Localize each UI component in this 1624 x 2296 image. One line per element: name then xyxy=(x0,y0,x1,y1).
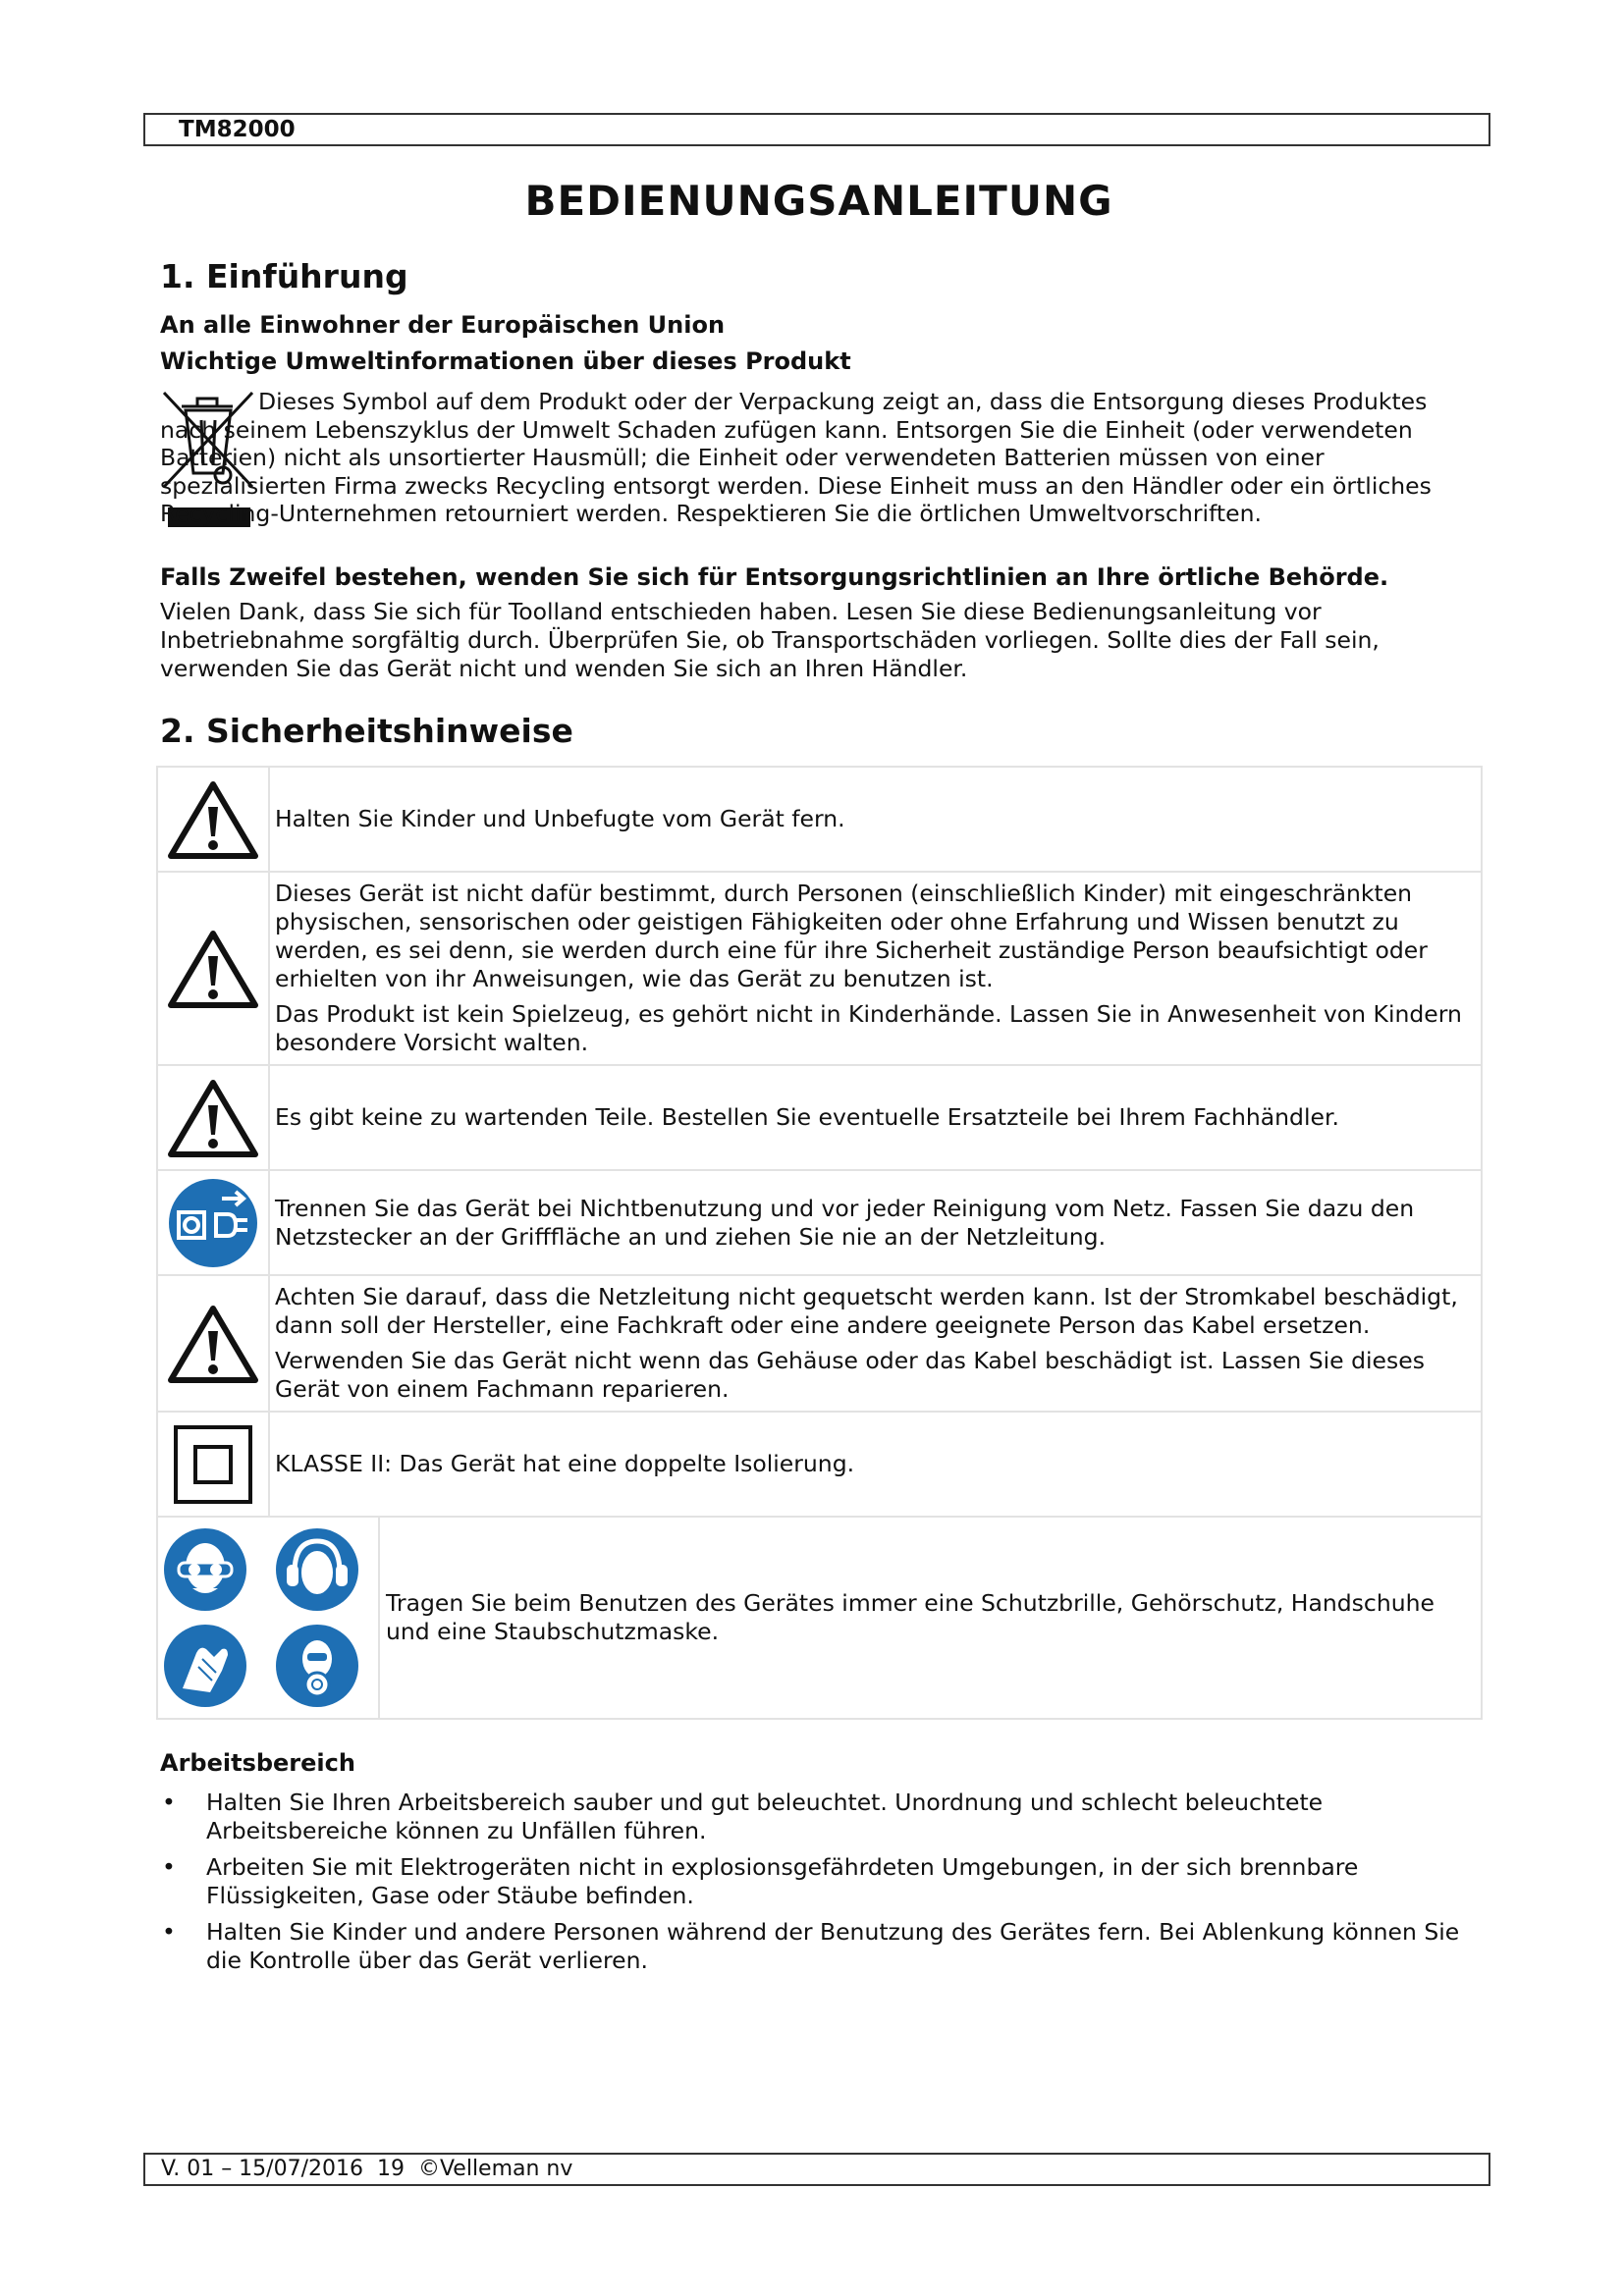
safety-text-cell xyxy=(269,1275,1482,1412)
safety-text-cell xyxy=(269,1412,1482,1517)
bullet: • xyxy=(162,1918,176,1946)
safety-icon-cell xyxy=(157,1275,269,1412)
ear-protection-icon xyxy=(275,1527,359,1612)
safety-icon-cell xyxy=(157,872,269,1065)
warning-icon xyxy=(167,1078,259,1158)
class-ii-icon xyxy=(172,1423,254,1506)
ppe-cell xyxy=(157,1517,1482,1719)
eu-residents-line: An alle Einwohner der Europäischen Union xyxy=(160,311,726,339)
safety-text-cell xyxy=(269,1065,1482,1170)
safety-row xyxy=(157,1412,1482,1517)
disposal-notice: Falls Zweifel bestehen, wenden Sie sich für Entsorgungsrichtlinien an Ihre örtliche Behörde. xyxy=(160,563,1389,591)
safety-row xyxy=(157,1275,1482,1412)
safety-row xyxy=(157,1170,1482,1275)
weee-paragraph: Dieses Symbol auf dem Produkt oder der Verpackung zeigt an, dass die Entsorgung dieses Produktes nach seinem Lebenszyklus der Umwelt Schaden zufügen kann. Entsorgen Sie die Einheit (oder verwendeten Batterien) nicht als unsortierter Hausmüll; die Einheit oder verwendeten Batterien müssen von einer spezialisierten Firma zwecks Recycling entsorgt werden. Diese Einheit muss an den Händler oder ein örtliches Recycling-Unternehmen retourniert werden. Respektieren Sie die örtlichen Umweltvorschriften. xyxy=(160,388,1432,527)
safety-table xyxy=(156,766,1483,1720)
safety-text-cell xyxy=(269,872,1482,1065)
dust-mask-icon xyxy=(275,1624,359,1708)
gloves-icon xyxy=(163,1624,247,1708)
safety-row-ppe xyxy=(157,1517,1482,1719)
safety-text: Achten Sie darauf, dass die Netzleitung nicht gequetscht werden kann. Ist der Stromkabel beschädigt, dann soll der Hersteller, eine Fachkraft oder eine andere geeignete Person das Kabel ersetzen. xyxy=(275,1283,1458,1339)
safety-text: Es gibt keine zu wartenden Teile. Bestellen Sie eventuelle Ersatzteile bei Ihrem Fachhändler. xyxy=(275,1103,1339,1131)
safety-row xyxy=(157,872,1482,1065)
list-item: • Halten Sie Ihren Arbeitsbereich sauber und gut beleuchtet. Unordnung und schlecht beleuchtete Arbeitsbereiche können zu Unfällen führen. xyxy=(162,1789,1324,1844)
work-area-list xyxy=(160,1789,1466,1983)
list-item: • Halten Sie Kinder und andere Personen während der Benutzung des Gerätes fern. Bei Ablenkung können Sie die Kontrolle über das Gerät verlieren. xyxy=(162,1918,1460,1974)
thanks-paragraph: Vielen Dank, dass Sie sich für Toolland entschieden haben. Lesen Sie diese Bedienungsanleitung vor Inbetriebnahme sorgfältig durch. Überprüfen Sie, ob Transportschäden vorliegen. Sollte dies der Fall sein, verwenden Sie das Gerät nicht und wenden Sie sich an Ihren Händler. xyxy=(160,598,1380,682)
warning-icon xyxy=(167,779,259,860)
warning-icon xyxy=(167,1304,259,1384)
ppe-icon-group xyxy=(158,1518,380,1718)
page-footer xyxy=(143,2153,1490,2186)
model-number: TM82000 xyxy=(179,117,296,142)
bullet: • xyxy=(162,1853,176,1881)
safety-text: Dieses Gerät ist nicht dafür bestimmt, durch Personen (einschließlich Kinder) mit eingeschränkten physischen, sensorischen oder geistigen Fähigkeiten oder ohne Erfahrung und Wissen benutzt zu werden, es sei denn, sie werden durch eine für ihre Sicherheit zuständige Person beaufsichtigt oder erhielten von ihr Anweisungen, wie das Gerät zu benutzen ist. xyxy=(275,880,1428,992)
bullet: • xyxy=(162,1789,176,1816)
work-area-heading: Arbeitsbereich xyxy=(160,1749,355,1777)
safety-text: Trennen Sie das Gerät bei Nichtbenutzung und vor jeder Reinigung vom Netz. Fassen Sie dazu den Netzstecker an der Grifffläche an und ziehen Sie nie an der Netzleitung. xyxy=(275,1194,1415,1251)
safety-text: KLASSE II: Das Gerät hat eine doppelte Isolierung. xyxy=(275,1450,855,1477)
goggles-icon xyxy=(163,1527,247,1612)
safety-icon-cell xyxy=(157,1170,269,1275)
safety-icon-cell xyxy=(157,1412,269,1517)
page-title: BEDIENUNGSANLEITUNG xyxy=(524,177,1113,225)
environment-info-line: Wichtige Umweltinformationen über dieses Produkt xyxy=(160,347,851,375)
safety-text: Das Produkt ist kein Spielzeug, es gehört nicht in Kinderhände. Lassen Sie in Anwesenheit von Kindern besondere Vorsicht walten. xyxy=(275,1000,1462,1056)
section-heading-safety: 2. Sicherheitshinweise xyxy=(160,712,573,750)
safety-text-cell xyxy=(269,1170,1482,1275)
safety-row xyxy=(157,767,1482,872)
safety-text: Verwenden Sie das Gerät nicht wenn das Gehäuse oder das Kabel beschädigt ist. Lassen Sie dieses Gerät von einem Fachmann reparieren. xyxy=(275,1347,1425,1403)
ppe-text-cell xyxy=(380,1589,1481,1646)
safety-icon-cell xyxy=(157,767,269,872)
section-heading-introduction: 1. Einführung xyxy=(160,257,408,295)
list-item: • Arbeiten Sie mit Elektrogeräten nicht in explosionsgefährdeten Umgebungen, in der sich brennbare Flüssigkeiten, Gase oder Stäube befinden. xyxy=(162,1853,1359,1909)
footer-text: V. 01 – 15/07/2016 19 ©Velleman nv xyxy=(161,2157,573,2181)
page-header xyxy=(143,113,1490,146)
warning-icon xyxy=(167,929,259,1009)
ppe-text: Tragen Sie beim Benutzen des Gerätes immer eine Schutzbrille, Gehörschutz, Handschuhe und eine Staubschutzmaske. xyxy=(386,1589,1435,1645)
safety-text-cell xyxy=(269,767,1482,872)
safety-text: Halten Sie Kinder und Unbefugte vom Gerät fern. xyxy=(275,805,845,832)
unplug-icon xyxy=(167,1177,259,1269)
safety-row xyxy=(157,1065,1482,1170)
safety-icon-cell xyxy=(157,1065,269,1170)
